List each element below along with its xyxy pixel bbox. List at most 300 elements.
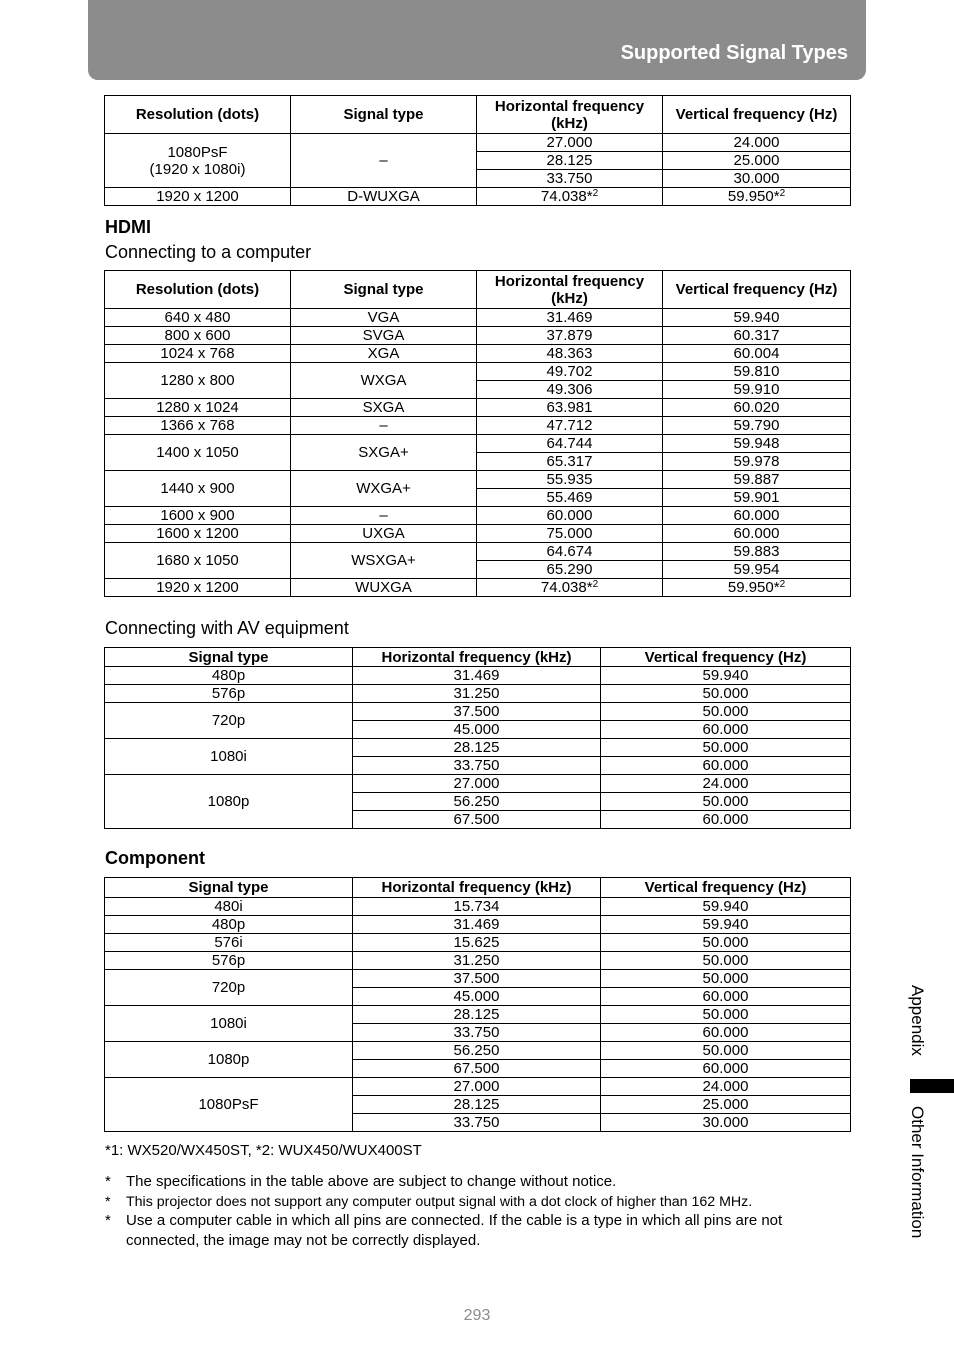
component-heading: Component	[105, 848, 205, 868]
vertical-frequency-value: 60.000	[702, 811, 749, 828]
horizontal-frequency-value: 37.879	[546, 327, 593, 344]
table-row	[105, 667, 851, 685]
signal-type-value: SXGA	[362, 399, 405, 416]
horizontal-frequency-cell	[477, 363, 663, 381]
horizontal-frequency-cell	[477, 561, 663, 579]
hdmi-heading: HDMI	[105, 217, 151, 237]
vertical-frequency-cell	[663, 525, 851, 543]
signal-type-value: 576p	[211, 685, 246, 702]
signal-type-cell	[105, 703, 353, 739]
vertical-frequency-cell	[601, 1042, 851, 1060]
resolution-value: 1400 x 1050	[156, 444, 239, 461]
horizontal-frequency-value: 27.000	[453, 1078, 500, 1095]
vertical-frequency-value: 59.954	[733, 561, 780, 578]
resolution-cell	[105, 188, 291, 206]
horizontal-frequency-cell	[353, 1024, 601, 1042]
vertical-frequency-value: 59.901	[733, 489, 780, 506]
signal-type-cell	[105, 916, 353, 934]
table-row	[105, 417, 851, 435]
vertical-frequency-value: 50.000	[702, 739, 749, 756]
horizontal-frequency-cell	[477, 543, 663, 561]
resolution-value: 1024 x 768	[160, 345, 235, 362]
table-row	[105, 327, 851, 345]
horizontal-frequency-cell	[477, 453, 663, 471]
table-row	[105, 1078, 851, 1096]
vertical-frequency-cell	[601, 1078, 851, 1096]
note-text: This projector does not support any computer output signal with a dot clock of higher than 162 MHz.	[126, 1194, 753, 1210]
vertical-frequency-cell	[601, 757, 851, 775]
vertical-frequency-cell	[663, 579, 851, 597]
resolution-value: 1440 x 900	[160, 480, 235, 497]
horizontal-frequency-cell	[353, 1096, 601, 1114]
vertical-frequency-value: 50.000	[702, 1006, 749, 1023]
horizontal-frequency-value: 31.469	[453, 916, 500, 933]
resolution-cell	[105, 435, 291, 471]
vertical-frequency-value: 50.000	[702, 1042, 749, 1059]
horizontal-frequency-cell	[353, 952, 601, 970]
horizontal-frequency-cell	[477, 507, 663, 525]
horizontal-frequency-cell	[477, 489, 663, 507]
vertical-frequency-cell	[663, 188, 851, 206]
vertical-frequency-value: 60.000	[702, 757, 749, 774]
column-header-label: Resolution (dots)	[135, 106, 260, 123]
column-header-label: Resolution (dots)	[135, 281, 260, 298]
signal-type-value: WXGA	[360, 372, 407, 389]
vertical-frequency-value: 60.000	[702, 721, 749, 738]
vertical-frequency-cell	[663, 561, 851, 579]
column-header-label: Signal type	[343, 106, 424, 123]
signal-type-cell	[291, 188, 477, 206]
horizontal-frequency-cell	[477, 134, 663, 152]
horizontal-frequency-value: 48.363	[546, 345, 593, 362]
signal-type-value: UXGA	[362, 525, 405, 542]
vertical-frequency-cell	[663, 345, 851, 363]
signal-type-cell	[291, 543, 477, 579]
vertical-frequency-value: 59.790	[733, 417, 780, 434]
side-tab-other-information[interactable]: Other Information	[908, 1106, 927, 1239]
note-item	[105, 1211, 850, 1251]
horizontal-frequency-value: 28.125	[453, 1096, 500, 1113]
signal-type-cell	[291, 435, 477, 471]
horizontal-frequency-value: 15.734	[453, 898, 500, 915]
table-row	[105, 435, 851, 453]
vertical-frequency-value: 60.000	[702, 1060, 749, 1077]
column-header-label: Vertical frequency (Hz)	[644, 648, 807, 666]
vertical-frequency-value: 24.000	[733, 134, 780, 151]
resolution-cell	[105, 525, 291, 543]
vertical-frequency-cell	[601, 685, 851, 703]
table-row	[105, 685, 851, 703]
column-header	[601, 648, 851, 667]
table-row	[105, 1006, 851, 1024]
column-header	[105, 271, 291, 309]
signal-type-cell	[105, 1042, 353, 1078]
resolution-value: (1920 x 1080i)	[149, 160, 246, 178]
vertical-frequency-value: 50.000	[702, 793, 749, 810]
horizontal-frequency-value: 28.125	[453, 1006, 500, 1023]
note-mark: *	[105, 1173, 111, 1190]
signal-type-cell	[105, 1006, 353, 1042]
vertical-frequency-value: 60.000	[733, 507, 780, 524]
signal-type-value: 1080p	[207, 793, 250, 810]
vertical-frequency-cell	[601, 934, 851, 952]
vertical-frequency-cell	[601, 1024, 851, 1042]
column-header	[477, 271, 663, 309]
table-row	[105, 363, 851, 381]
vertical-frequency-cell	[663, 453, 851, 471]
resolution-cell	[105, 471, 291, 507]
column-header	[105, 96, 291, 134]
column-header-label: Vertical frequency (Hz)	[675, 106, 838, 123]
signal-type-cell	[105, 934, 353, 952]
note-mark: *	[105, 1194, 111, 1210]
horizontal-frequency-value: 64.674	[546, 543, 593, 560]
table-row	[105, 1042, 851, 1060]
vertical-frequency-value: 59.940	[733, 309, 780, 326]
vertical-frequency-value: 30.000	[733, 170, 780, 187]
vertical-frequency-value: 24.000	[702, 775, 749, 792]
vertical-frequency-cell	[601, 1006, 851, 1024]
column-header-label: Signal type	[188, 648, 269, 666]
horizontal-frequency-cell	[477, 525, 663, 543]
vertical-frequency-cell	[601, 793, 851, 811]
horizontal-frequency-value: 37.500	[453, 703, 500, 720]
horizontal-frequency-value: 33.750	[453, 1114, 500, 1131]
signal-type-value: 480p	[211, 667, 246, 684]
horizontal-frequency-cell	[353, 811, 601, 829]
column-header-label: Signal type	[188, 879, 269, 896]
table-row	[105, 898, 851, 916]
horizontal-frequency-cell	[353, 1060, 601, 1078]
vertical-frequency-cell	[601, 970, 851, 988]
horizontal-frequency-value: 27.000	[546, 134, 593, 151]
vertical-frequency-cell	[663, 399, 851, 417]
signal-type-value: 480p	[211, 916, 246, 933]
vertical-frequency-cell	[601, 1096, 851, 1114]
table-row	[105, 134, 851, 152]
footnote-ref: 2	[592, 579, 599, 590]
signal-type-cell	[291, 134, 477, 188]
resolution-value: 1600 x 900	[160, 507, 235, 524]
vertical-frequency-cell	[663, 471, 851, 489]
horizontal-frequency-cell	[353, 721, 601, 739]
signal-type-value: 720p	[211, 979, 246, 996]
header-bar	[88, 0, 866, 80]
horizontal-frequency-cell	[353, 775, 601, 793]
side-tab-appendix[interactable]: Appendix	[908, 985, 927, 1056]
resolution-cell	[105, 417, 291, 435]
signal-type-cell	[291, 399, 477, 417]
signal-type-cell	[105, 667, 353, 685]
footnote-ref: 2	[779, 579, 786, 590]
horizontal-frequency-cell	[477, 381, 663, 399]
table-row	[105, 471, 851, 489]
horizontal-frequency-cell	[353, 757, 601, 775]
component-table	[104, 877, 851, 1132]
table-row	[105, 507, 851, 525]
vertical-frequency-value: 25.000	[702, 1096, 749, 1113]
horizontal-frequency-value: 56.250	[453, 1042, 500, 1059]
vertical-frequency-value: 24.000	[702, 1078, 749, 1095]
column-header	[663, 271, 851, 309]
vertical-frequency-cell	[601, 916, 851, 934]
horizontal-frequency-value: 31.250	[453, 952, 500, 969]
table-row	[105, 703, 851, 721]
signal-type-cell	[105, 685, 353, 703]
vertical-frequency-cell	[601, 1060, 851, 1078]
resolution-value: 1920 x 1200	[156, 579, 239, 596]
vertical-frequency-value: 59.940	[702, 916, 749, 933]
vertical-frequency-value: 60.000	[702, 1024, 749, 1041]
model-footnote: *1: WX520/WX450ST, *2: WUX450/WUX400ST	[105, 1142, 422, 1159]
signal-type-value: SXGA+	[358, 444, 409, 461]
resolution-cell	[105, 543, 291, 579]
vertical-frequency-cell	[601, 898, 851, 916]
column-header-label: Signal type	[343, 281, 424, 298]
signal-type-value: –	[379, 417, 388, 434]
vertical-frequency-cell	[601, 721, 851, 739]
signal-type-value: 576i	[214, 934, 243, 951]
vertical-frequency-value: 59.810	[733, 363, 780, 380]
note-item	[105, 1192, 850, 1212]
signal-type-cell	[291, 579, 477, 597]
horizontal-frequency-cell	[353, 1114, 601, 1132]
signal-type-value: –	[379, 152, 388, 169]
signal-type-cell	[291, 471, 477, 507]
horizontal-frequency-value: 67.500	[453, 811, 500, 828]
resolution-value: 1280 x 1024	[156, 399, 239, 416]
resolution-value: 1680 x 1050	[156, 552, 239, 569]
vertical-frequency-cell	[601, 703, 851, 721]
horizontal-frequency-cell	[477, 188, 663, 206]
vertical-frequency-cell	[663, 435, 851, 453]
vertical-frequency-cell	[601, 667, 851, 685]
resolution-value: 1080PsF	[167, 143, 228, 161]
table-row	[105, 934, 851, 952]
table-row	[105, 775, 851, 793]
horizontal-frequency-cell	[353, 1042, 601, 1060]
table-row	[105, 579, 851, 597]
computer-subheading: Connecting to a computer	[105, 242, 312, 262]
resolution-cell	[105, 309, 291, 327]
horizontal-frequency-value: 33.750	[453, 1024, 500, 1041]
horizontal-frequency-cell	[353, 916, 601, 934]
vertical-frequency-value: 50.000	[702, 685, 749, 702]
horizontal-frequency-value: 31.469	[546, 309, 593, 326]
signal-type-cell	[291, 525, 477, 543]
vertical-frequency-cell	[601, 1114, 851, 1132]
column-header	[353, 648, 601, 667]
horizontal-frequency-value: 45.000	[453, 721, 500, 738]
footnote-ref: 2	[592, 188, 599, 199]
column-header	[663, 96, 851, 134]
vertical-frequency-cell	[663, 309, 851, 327]
horizontal-frequency-value: 65.290	[546, 561, 593, 578]
table-row	[105, 970, 851, 988]
horizontal-frequency-cell	[353, 898, 601, 916]
horizontal-frequency-cell	[477, 152, 663, 170]
signal-type-cell	[291, 363, 477, 399]
vertical-frequency-cell	[601, 811, 851, 829]
horizontal-frequency-value: 75.000	[546, 525, 593, 542]
vertical-frequency-value: 50.000	[702, 934, 749, 951]
resolution-value: 800 x 600	[164, 327, 231, 344]
horizontal-frequency-cell	[353, 1006, 601, 1024]
horizontal-frequency-cell	[353, 685, 601, 703]
signal-type-cell	[291, 327, 477, 345]
signal-type-value: 1080PsF	[198, 1096, 259, 1113]
vertical-frequency-value: 59.883	[733, 543, 780, 560]
horizontal-frequency-value: 28.125	[453, 739, 500, 756]
horizontal-frequency-cell	[477, 579, 663, 597]
vertical-frequency-cell	[663, 134, 851, 152]
horizontal-frequency-value: 56.250	[453, 793, 500, 810]
resolution-cell	[105, 345, 291, 363]
vertical-frequency-cell	[663, 152, 851, 170]
horizontal-frequency-value: 33.750	[546, 170, 593, 187]
vertical-frequency-value: 59.950*	[727, 188, 780, 205]
table-row	[105, 399, 851, 417]
vertical-frequency-cell	[663, 489, 851, 507]
vertical-frequency-cell	[663, 170, 851, 188]
signal-type-value: –	[379, 507, 388, 524]
signal-type-value: WXGA+	[356, 480, 411, 497]
horizontal-frequency-value: 64.744	[546, 435, 593, 452]
table-row	[105, 345, 851, 363]
note-text: The specifications in the table above are subject to change without notice.	[126, 1173, 617, 1190]
page-number: 293	[463, 1307, 491, 1324]
resolution-value: 1600 x 1200	[156, 525, 239, 542]
signal-type-cell	[291, 417, 477, 435]
horizontal-frequency-value: 55.469	[546, 489, 593, 506]
top-signal-table	[104, 95, 851, 206]
table-row	[105, 916, 851, 934]
resolution-value: 1366 x 768	[160, 417, 235, 434]
vertical-frequency-cell	[601, 988, 851, 1006]
vertical-frequency-value: 59.940	[702, 898, 749, 915]
horizontal-frequency-value: 47.712	[546, 417, 593, 434]
horizontal-frequency-value: 27.000	[453, 775, 500, 792]
vertical-frequency-cell	[663, 363, 851, 381]
horizontal-frequency-cell	[353, 703, 601, 721]
signal-type-cell	[291, 345, 477, 363]
vertical-frequency-value: 59.887	[733, 471, 780, 488]
column-header-label: Horizontal frequency (kHz)	[494, 272, 645, 307]
horizontal-frequency-cell	[477, 345, 663, 363]
column-header	[105, 648, 353, 667]
signal-type-cell	[105, 739, 353, 775]
horizontal-frequency-value: 74.038*	[540, 579, 593, 596]
column-header	[601, 878, 851, 898]
vertical-frequency-cell	[663, 507, 851, 525]
horizontal-frequency-value: 49.702	[546, 363, 593, 380]
signal-type-cell	[291, 507, 477, 525]
horizontal-frequency-value: 74.038*	[540, 188, 593, 205]
signal-type-cell	[105, 1078, 353, 1132]
horizontal-frequency-cell	[477, 327, 663, 345]
horizontal-frequency-cell	[477, 399, 663, 417]
vertical-frequency-value: 60.317	[733, 327, 780, 344]
resolution-cell	[105, 134, 291, 188]
column-header-label: Horizontal frequency (kHz)	[381, 648, 572, 666]
horizontal-frequency-cell	[353, 739, 601, 757]
signal-type-value: WSXGA+	[351, 552, 416, 569]
vertical-frequency-cell	[601, 739, 851, 757]
horizontal-frequency-cell	[477, 170, 663, 188]
signal-type-value: SVGA	[362, 327, 405, 344]
page-title: Supported Signal Types	[620, 42, 848, 64]
vertical-frequency-value: 50.000	[702, 970, 749, 987]
note-text: Use a computer cable in which all pins are connected. If the cable is a type in which all pins are not connected, the image may not be correctly displayed.	[126, 1212, 783, 1249]
horizontal-frequency-cell	[353, 667, 601, 685]
signal-type-value: 720p	[211, 712, 246, 729]
signal-type-cell	[105, 898, 353, 916]
horizontal-frequency-cell	[477, 435, 663, 453]
vertical-frequency-value: 50.000	[702, 703, 749, 720]
table-row	[105, 952, 851, 970]
signal-type-value: WUXGA	[355, 579, 412, 596]
note-mark: *	[105, 1212, 111, 1229]
hdmi-computer-table	[104, 270, 851, 597]
vertical-frequency-value: 59.950*	[727, 579, 780, 596]
horizontal-frequency-value: 33.750	[453, 757, 500, 774]
table-row	[105, 309, 851, 327]
horizontal-frequency-value: 28.125	[546, 152, 593, 169]
side-tab-marker	[910, 1079, 954, 1093]
horizontal-frequency-value: 37.500	[453, 970, 500, 987]
resolution-cell	[105, 507, 291, 525]
signal-type-value: 480i	[214, 898, 243, 915]
vertical-frequency-value: 60.000	[733, 525, 780, 542]
resolution-cell	[105, 579, 291, 597]
resolution-cell	[105, 399, 291, 417]
signal-type-value: D-WUXGA	[347, 188, 420, 205]
vertical-frequency-cell	[663, 381, 851, 399]
vertical-frequency-cell	[663, 543, 851, 561]
note-item	[105, 1172, 850, 1192]
table-row	[105, 739, 851, 757]
signal-type-value: 1080i	[210, 1015, 247, 1032]
horizontal-frequency-value: 65.317	[546, 453, 593, 470]
vertical-frequency-value: 59.940	[702, 667, 749, 684]
horizontal-frequency-value: 31.250	[453, 685, 500, 702]
resolution-cell	[105, 327, 291, 345]
horizontal-frequency-value: 55.935	[546, 471, 593, 488]
signal-type-value: 1080i	[210, 748, 247, 765]
column-header-label: Vertical frequency (Hz)	[644, 879, 807, 896]
signal-type-value: 576p	[211, 952, 246, 969]
horizontal-frequency-cell	[353, 793, 601, 811]
column-header-label: Horizontal frequency (kHz)	[494, 97, 645, 132]
horizontal-frequency-cell	[477, 471, 663, 489]
vertical-frequency-value: 59.948	[733, 435, 780, 452]
horizontal-frequency-cell	[477, 417, 663, 435]
column-header	[105, 878, 353, 898]
horizontal-frequency-cell	[477, 309, 663, 327]
column-header	[291, 271, 477, 309]
table-row	[105, 543, 851, 561]
signal-type-value: 1080p	[207, 1051, 250, 1068]
horizontal-frequency-cell	[353, 1078, 601, 1096]
vertical-frequency-cell	[601, 775, 851, 793]
resolution-value: 1920 x 1200	[156, 188, 239, 205]
resolution-value: 1280 x 800	[160, 372, 235, 389]
horizontal-frequency-value: 49.306	[546, 381, 593, 398]
table-row	[105, 188, 851, 206]
column-header-label: Horizontal frequency (kHz)	[381, 879, 572, 896]
horizontal-frequency-cell	[353, 970, 601, 988]
resolution-cell	[105, 363, 291, 399]
